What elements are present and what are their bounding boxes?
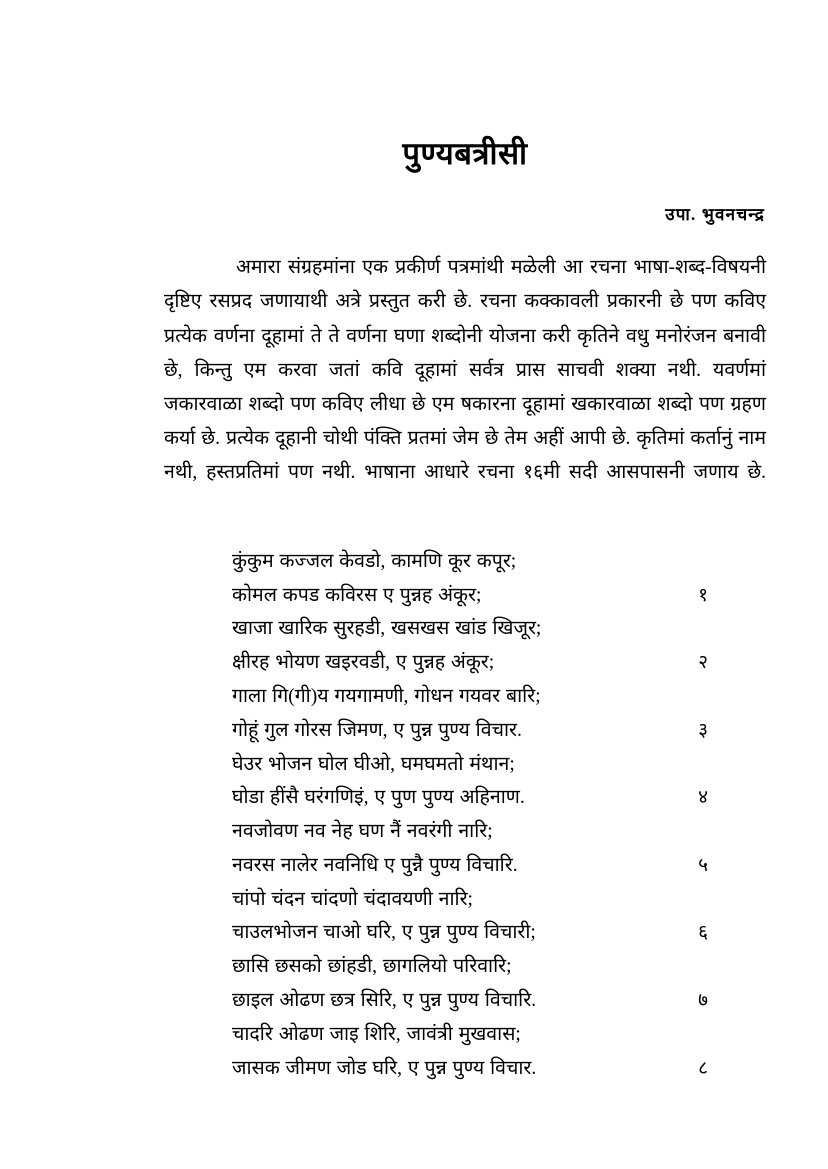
verse-line-second-text: चाउलभोजन चाओ घरि, ए पुन्न पुण्य विचारी; — [232, 922, 536, 944]
verse-line-first: गाला गि(गी)य गयगामणी, गोधन गयवर बारि; — [232, 685, 541, 707]
verse-line-second — [164, 579, 766, 613]
verse-line-second — [164, 646, 766, 680]
verse-line-first: नवजोवण नव नेह घण नैं नवरंगी नारि; — [232, 821, 493, 843]
verse-list — [164, 525, 766, 1086]
verse-couplet — [164, 950, 766, 1018]
verse-couplet — [164, 545, 766, 613]
verse-number: ७ — [698, 990, 708, 1012]
author-byline: उपा. भुवनचन्द्र — [665, 205, 765, 225]
verse-line-second-text: घोडा हींसै घरंगणिइं, ए पुण पुण्य अहिनाण. — [232, 787, 525, 809]
verse-line-second-text: छाइल ओढण छत्र सिरि, ए पुन्न पुण्य विचारि. — [232, 990, 537, 1012]
verse-couplet — [164, 815, 766, 883]
verse-line-first: खाजा खारिक सुरहडी, खसखस खांड खिजूर; — [232, 618, 542, 640]
verse-line-second — [164, 781, 766, 815]
verse-couplet — [164, 748, 766, 816]
page-content — [164, 0, 766, 1085]
verse-line-first: कुंकुम कज्जल केवडो, कामणि कूर कपूर; — [232, 550, 517, 572]
verse-line-first: चादरि ओढण जाइ शिरि, जावंत्री मुखवास; — [232, 1023, 521, 1045]
verse-line-first: चांपो चंदन चांदणो चंदावयणी नारि; — [232, 888, 473, 910]
verse-line-second — [164, 714, 766, 748]
verse-line-second-text: जासक जीमण जोड घरि, ए पुन्न पुण्य विचार. — [232, 1057, 537, 1079]
verse-number: ४ — [698, 787, 708, 809]
verse-number: ८ — [698, 1057, 708, 1079]
verse-line-second-text: क्षीरह भोयण खइरवडी, ए पुन्नह अंकूर; — [232, 652, 495, 674]
verse-line-second-text: गोहूं गुल गोरस जिमण, ए पुन्न पुण्य विचार. — [232, 719, 522, 741]
verse-line-second — [164, 1052, 766, 1086]
verse-couplet — [164, 680, 766, 748]
verse-line-first: घेउर भोजन घोल घीओ, घमघमतो मंथान; — [232, 753, 515, 775]
verse-line-second-text: नवरस नालेर नवनिधि ए पुन्नै पुण्य विचारि. — [232, 854, 518, 876]
page-title: पुण्यबत्रीसी — [402, 136, 528, 171]
verse-line-second — [164, 849, 766, 883]
verse-line-second — [164, 916, 766, 950]
verse-number: ५ — [698, 854, 708, 876]
intro-paragraph: अमारा संग्रहमांना एक प्रकीर्ण पत्रमांथी मळेली आ रचना भाषा-शब्द-विषयनी दृष्टिए रसप्रद जणायाथी अत्रे प्रस्तुत करी छे. रचना कक्कावली प्रकारनी छे पण कविए प्रत्येक वर्णना दूहामां ते ते वर्णना घणा शब्दोनी योजना करी कृतिने वधु मनोरंजन बनावी छे, किन्तु एम करवा जतां कवि दूहामां सर्वत्र प्रास साचवी शक्या नथी. यवर्णमां जकारवाळा शब्दो पण कविए लीधा छे एम षकारना दूहामां खकारवाळा शब्दो पण ग्रहण कर्या छे. प्रत्येक दूहानी चोथी पंक्ति प्रतमां जेम छे तेम अहीं आपी छे. कृतिमां कर्तानुं नाम नथी, हस्तप्रतिमां पण नथी. भाषाना आधारे रचना १६मी सदी आसपासनी जणाय छे. — [164, 257, 767, 484]
verse-couplet — [164, 1018, 766, 1086]
verse-line-second-text: कोमल कपड कविरस ए पुन्नह अंकूर; — [232, 584, 482, 606]
verse-number: ३ — [698, 719, 708, 741]
verse-number: २ — [698, 652, 708, 674]
verse-number: १ — [698, 584, 708, 606]
verse-couplet — [164, 612, 766, 680]
verse-couplet — [164, 883, 766, 951]
verse-line-second — [164, 984, 766, 1018]
verse-number: ६ — [698, 922, 708, 944]
verse-line-first: छासि छसको छांहडी, छागलियो परिवारि; — [232, 956, 512, 978]
